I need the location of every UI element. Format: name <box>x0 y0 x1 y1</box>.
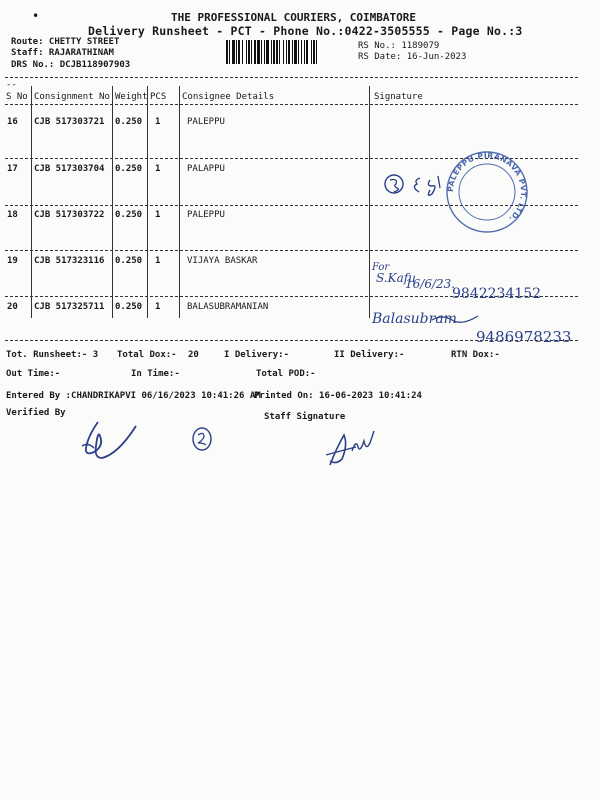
route-label: Route: CHETTY STREET <box>11 37 120 47</box>
rs-date: RS Date: 16-Jun-2023 <box>358 52 467 62</box>
col-line-2 <box>112 86 113 318</box>
table-row-pcs: 1 <box>155 210 161 220</box>
rtn-dox-label: RTN Dox:- <box>451 350 500 360</box>
table-row-pcs: 1 <box>155 302 161 312</box>
printed-on: Printed On: 16-06-2023 10:41:24 <box>254 391 422 401</box>
out-time-label: Out Time:- <box>6 369 61 379</box>
table-row-sno: 16 <box>7 117 18 127</box>
col-line-3 <box>147 86 148 318</box>
table-row-consignment: CJB 517303721 <box>34 117 105 127</box>
table-row-consignee: VIJAYA BASKAR <box>187 256 258 266</box>
total-runsheet: Tot. Runsheet:- 3 <box>6 350 99 360</box>
verified-by-initial <box>190 425 216 453</box>
table-row-pcs: 1 <box>155 164 161 174</box>
table-row-consignment: CJB 517325711 <box>34 302 105 312</box>
table-row-weight: 0.250 <box>115 302 143 312</box>
table-row-weight: 0.250 <box>115 117 143 127</box>
runsheet-title: Delivery Runsheet - PCT - Phone No.:0422-3505555 - Page No.:3 <box>88 24 523 38</box>
i-delivery-label: I Delivery:- <box>224 350 290 360</box>
entered-by: Entered By :CHANDRIKAPVI 06/16/2023 10:41:26 AM <box>6 391 261 401</box>
total-dox-value: 20 <box>188 350 199 360</box>
table-row-consignee: PALEPPU <box>187 117 225 127</box>
table-row-sno: 19 <box>7 256 18 266</box>
handwritten-date: 16/6/23. <box>405 277 456 291</box>
total-pod-label: Total POD:- <box>256 369 316 379</box>
table-row-consignment: CJB 517323116 <box>34 256 105 266</box>
ii-delivery-label: II Delivery:- <box>334 350 405 360</box>
in-time-label: In Time:- <box>131 369 180 379</box>
handwritten-receiver-name: S.Kafu <box>376 271 416 285</box>
col-line-4 <box>179 86 180 318</box>
bullet-mark: • <box>32 9 40 23</box>
col-header-consignee: Consignee Details <box>182 92 275 102</box>
staff-signature <box>322 425 382 470</box>
sno-extra: -- <box>6 80 17 90</box>
table-row-consignee: PALAPPU <box>187 164 225 174</box>
handwritten-phone-19: 9842234152 <box>452 286 542 302</box>
col-header-consignment: Consignment No <box>34 92 110 102</box>
header-divider <box>5 77 578 78</box>
handwritten-receiver-name-20: Balasubram <box>372 311 457 327</box>
company-name: THE PROFESSIONAL COURIERS, COIMBATORE <box>171 11 417 24</box>
col-line-5 <box>369 86 370 318</box>
table-row-pcs: 1 <box>155 256 161 266</box>
handwritten-for: For <box>372 262 390 273</box>
barcode-bar <box>317 40 319 64</box>
handwritten-phone-20: 9486978233 <box>476 328 572 346</box>
table-row-consignment: CJB 517303722 <box>34 210 105 220</box>
staff-signature-label: Staff Signature <box>264 412 346 422</box>
col-line-1 <box>31 86 32 318</box>
staff-label: Staff: RAJARATHINAM <box>11 48 114 58</box>
col-header-signature: Signature <box>374 92 423 102</box>
barcode <box>226 40 354 64</box>
col-header-sno: S No <box>6 92 28 102</box>
col-header-weight: Weight <box>115 92 148 102</box>
table-row-sno: 17 <box>7 164 18 174</box>
verified-by-signature <box>80 418 140 463</box>
table-row-sno: 20 <box>7 302 18 312</box>
verified-by-label: Verified By <box>6 408 66 418</box>
table-row-sno: 18 <box>7 210 18 220</box>
table-row-pcs: 1 <box>155 117 161 127</box>
col-header-pcs: PCS <box>150 92 167 102</box>
rs-number: RS No.: 1189079 <box>358 41 440 51</box>
signature-row-17 <box>380 170 460 200</box>
table-row-consignee: BALASUBRAMANIAN <box>187 302 269 312</box>
table-row-consignment: CJB 517303704 <box>34 164 105 174</box>
table-header-divider <box>5 104 578 105</box>
stamp-text: PALEPPU PIRANAVA PVT. LTD. <box>445 150 529 224</box>
row-divider <box>5 250 578 251</box>
table-row-weight: 0.250 <box>115 210 143 220</box>
drs-number: DRS No.: DCJB118907903 <box>11 60 131 70</box>
table-row-weight: 0.250 <box>115 256 143 266</box>
total-dox-label: Total Dox:- <box>117 350 177 360</box>
signature-flourish-20 <box>430 312 480 326</box>
table-row-weight: 0.250 <box>115 164 143 174</box>
table-row-consignee: PALEPPU <box>187 210 225 220</box>
